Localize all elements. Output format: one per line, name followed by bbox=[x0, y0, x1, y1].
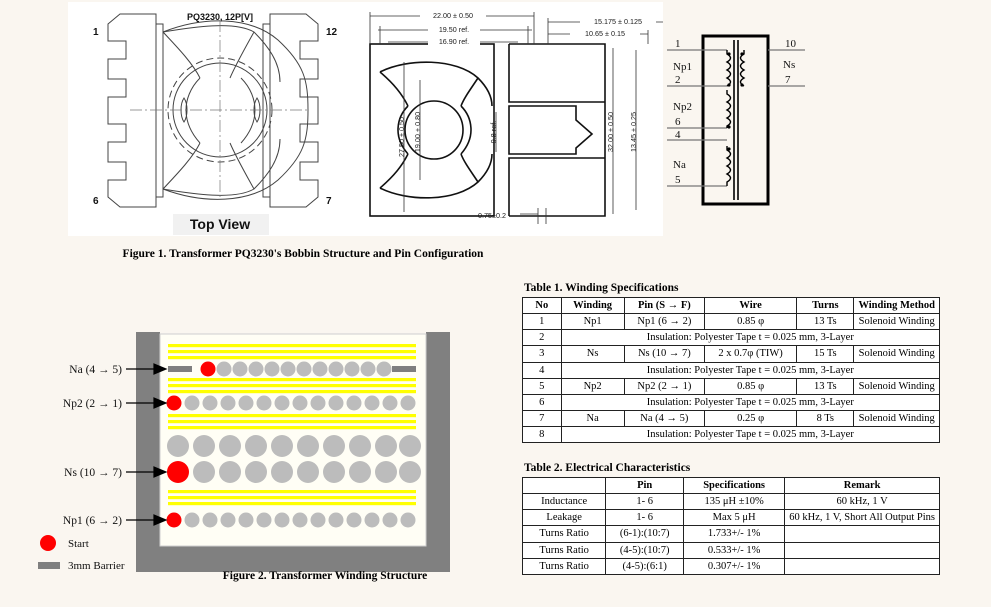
cell-insulation: Insulation: Polyester Tape t = 0.025 mm, 3-Layer bbox=[561, 362, 939, 378]
cell-pin: Ns (10 → 7) bbox=[624, 346, 704, 362]
cell-insulation: Insulation: Polyester Tape t = 0.025 mm, 3-Layer bbox=[561, 330, 939, 346]
cell-wire: 0.85 φ bbox=[705, 314, 797, 330]
table2-header-remark: Remark bbox=[785, 478, 940, 494]
schematic-pin-7: 7 bbox=[785, 74, 791, 86]
cell-method: Solenoid Winding bbox=[854, 314, 940, 330]
table2-header-row bbox=[523, 478, 940, 494]
cell-spec: Max 5 μH bbox=[684, 510, 785, 526]
cell-pin: (4-5):(10:7) bbox=[606, 542, 684, 558]
figure2-panel bbox=[18, 312, 488, 602]
pin-number-12: 12 bbox=[326, 27, 338, 38]
table1-header-no: No bbox=[523, 298, 562, 314]
tape-np2 bbox=[168, 414, 416, 429]
schematic-pin-5: 5 bbox=[675, 174, 681, 186]
table-row bbox=[523, 378, 940, 394]
pin-number-7: 7 bbox=[326, 196, 332, 207]
table-row-insulation bbox=[523, 394, 940, 410]
cell-winding: Np1 bbox=[561, 314, 624, 330]
cell-no: 8 bbox=[523, 427, 562, 443]
table2-header-spec: Specifications bbox=[684, 478, 785, 494]
cell-no: 4 bbox=[523, 362, 562, 378]
cell-winding: Ns bbox=[561, 346, 624, 362]
table-row bbox=[523, 558, 940, 574]
cell-turns: 13 Ts bbox=[797, 314, 854, 330]
cell-param: Turns Ratio bbox=[523, 542, 606, 558]
table-row bbox=[523, 410, 940, 426]
cell-spec: 0.533+/- 1% bbox=[684, 542, 785, 558]
cell-param: Turns Ratio bbox=[523, 558, 606, 574]
table1-header-method: Winding Method bbox=[854, 298, 940, 314]
legend-barrier-label: 3mm Barrier bbox=[68, 560, 125, 572]
tape-top bbox=[168, 344, 416, 359]
cell-pin: (4-5):(6:1) bbox=[606, 558, 684, 574]
cell-wire: 2 x 0.7φ (TIW) bbox=[705, 346, 797, 362]
cell-turns: 8 Ts bbox=[797, 410, 854, 426]
table-row bbox=[523, 314, 940, 330]
schematic-pin-1: 1 bbox=[675, 38, 681, 50]
cell-no: 7 bbox=[523, 410, 562, 426]
cell-winding: Na bbox=[561, 410, 624, 426]
label-np1: Np1 (6 → 2) bbox=[62, 515, 122, 527]
dimension-texts bbox=[397, 9, 656, 220]
coil-primary-2 bbox=[727, 90, 731, 128]
table-row bbox=[523, 542, 940, 558]
table1-header-wire: Wire bbox=[705, 298, 797, 314]
cell-remark bbox=[785, 526, 940, 542]
table-row-insulation bbox=[523, 330, 940, 346]
schematic-pin-4: 4 bbox=[675, 129, 681, 141]
cell-pin: 1- 6 bbox=[606, 494, 684, 510]
schematic-label-na: Na bbox=[673, 159, 686, 171]
figure2-caption: Figure 2. Transformer Winding Structure bbox=[222, 570, 428, 582]
cell-spec: 1.733+/- 1% bbox=[684, 526, 785, 542]
top-view-label: Top View bbox=[189, 216, 251, 232]
cell-remark bbox=[785, 542, 940, 558]
winding-schematic bbox=[665, 28, 830, 213]
cell-winding: Np2 bbox=[561, 378, 624, 394]
legend-start-dot bbox=[40, 535, 56, 551]
cell-remark: 60 kHz, 1 V bbox=[785, 494, 940, 510]
figure1-drawings bbox=[68, 2, 663, 236]
table1-header-turns: Turns bbox=[797, 298, 854, 314]
cell-no: 5 bbox=[523, 378, 562, 394]
cell-pin: (6-1):(10:7) bbox=[606, 526, 684, 542]
dim-1345: 13.45 ± 0.25 bbox=[629, 112, 638, 152]
pin-number-1: 1 bbox=[93, 27, 99, 38]
figure1-caption: Figure 1. Transformer PQ3230's Bobbin Structure and Pin Configuration bbox=[122, 248, 484, 260]
layer-na bbox=[168, 362, 416, 377]
dim-1065: 10.65 ± 0.15 bbox=[585, 29, 625, 38]
cell-no: 6 bbox=[523, 394, 562, 410]
coil-aux bbox=[727, 146, 731, 186]
dim-1900: 19.00 + 0.80 bbox=[413, 111, 422, 153]
cell-remark bbox=[785, 558, 940, 574]
cell-wire: 0.85 φ bbox=[705, 378, 797, 394]
winding-specifications-table bbox=[522, 297, 940, 443]
part-label: PQ3230, 12P[V] bbox=[186, 12, 254, 22]
cell-param: Turns Ratio bbox=[523, 526, 606, 542]
cell-pin: 1- 6 bbox=[606, 510, 684, 526]
schematic-pin-10: 10 bbox=[785, 38, 796, 50]
table2-title: Table 2. Electrical Characteristics bbox=[524, 462, 691, 474]
cell-method: Solenoid Winding bbox=[854, 346, 940, 362]
cell-turns: 13 Ts bbox=[797, 378, 854, 394]
table1-header-row bbox=[523, 298, 940, 314]
cell-param: Leakage bbox=[523, 510, 606, 526]
label-np2: Np2 (2 → 1) bbox=[62, 398, 122, 410]
figure1-panel bbox=[68, 2, 663, 236]
cell-remark: 60 kHz, 1 V, Short All Output Pins bbox=[785, 510, 940, 526]
cell-pin: Np1 (6 → 2) bbox=[624, 314, 704, 330]
figure2-legend bbox=[38, 535, 125, 572]
cell-method: Solenoid Winding bbox=[854, 410, 940, 426]
cell-param: Inductance bbox=[523, 494, 606, 510]
cell-pin: Na (4 → 5) bbox=[624, 410, 704, 426]
dim-22: 22.00 ± 0.50 bbox=[433, 11, 473, 20]
schematic-label-np2: Np2 bbox=[673, 101, 692, 113]
schematic-label-ns: Ns bbox=[783, 59, 796, 71]
dim-1690: 16.90 ref. bbox=[438, 37, 470, 46]
dim-98: 9.8 ref. bbox=[489, 120, 498, 144]
tape-na bbox=[168, 378, 416, 393]
label-na: Na (4 → 5) bbox=[69, 364, 122, 376]
schematic-pin-6: 6 bbox=[675, 116, 681, 128]
winding-structure-diagram bbox=[18, 312, 488, 602]
table1-title: Table 1. Winding Specifications bbox=[524, 282, 679, 294]
table-row bbox=[523, 526, 940, 542]
cell-no: 1 bbox=[523, 314, 562, 330]
bobbin-top-view bbox=[108, 14, 318, 207]
dim-2750: 27.50 ± 0.50 bbox=[397, 117, 406, 157]
table-row bbox=[523, 346, 940, 362]
dim-1950: 19.50 ref. bbox=[438, 25, 470, 34]
dim-075: 0.75±0.2 bbox=[478, 211, 506, 220]
cell-insulation: Insulation: Polyester Tape t = 0.025 mm, 3-Layer bbox=[561, 394, 939, 410]
cell-spec: 0.307+/- 1% bbox=[684, 558, 785, 574]
core-lines bbox=[734, 40, 738, 200]
legend-start-label: Start bbox=[68, 538, 89, 550]
cell-no: 2 bbox=[523, 330, 562, 346]
schematic-pin-2: 2 bbox=[675, 74, 681, 86]
cell-no: 3 bbox=[523, 346, 562, 362]
cell-method: Solenoid Winding bbox=[854, 378, 940, 394]
label-ns: Ns (10 → 7) bbox=[64, 467, 122, 479]
table2-block bbox=[522, 462, 940, 575]
dim-15175: 15.175 ± 0.125 bbox=[594, 17, 642, 26]
table-row bbox=[523, 510, 940, 526]
table2-header-blank bbox=[523, 478, 606, 494]
table1-header-winding: Winding bbox=[561, 298, 624, 314]
dim-3200: 32.00 ± 0.50 bbox=[606, 112, 615, 152]
table1-block bbox=[522, 282, 940, 443]
table-row-insulation bbox=[523, 427, 940, 443]
legend-barrier-bar bbox=[38, 562, 60, 569]
pin-number-6: 6 bbox=[93, 196, 99, 207]
table2-header-pin: Pin bbox=[606, 478, 684, 494]
electrical-characteristics-table bbox=[522, 477, 940, 575]
cell-turns: 15 Ts bbox=[797, 346, 854, 362]
table-row bbox=[523, 494, 940, 510]
cell-pin: Np2 (2 → 1) bbox=[624, 378, 704, 394]
table1-header-pin: Pin (S → F) bbox=[624, 298, 704, 314]
schematic-label-np1: Np1 bbox=[673, 61, 692, 73]
table-row-insulation bbox=[523, 362, 940, 378]
cell-spec: 135 μH ±10% bbox=[684, 494, 785, 510]
tape-ns bbox=[168, 490, 416, 505]
cell-wire: 0.25 φ bbox=[705, 410, 797, 426]
cell-insulation: Insulation: Polyester Tape t = 0.025 mm, 3-Layer bbox=[561, 427, 939, 443]
